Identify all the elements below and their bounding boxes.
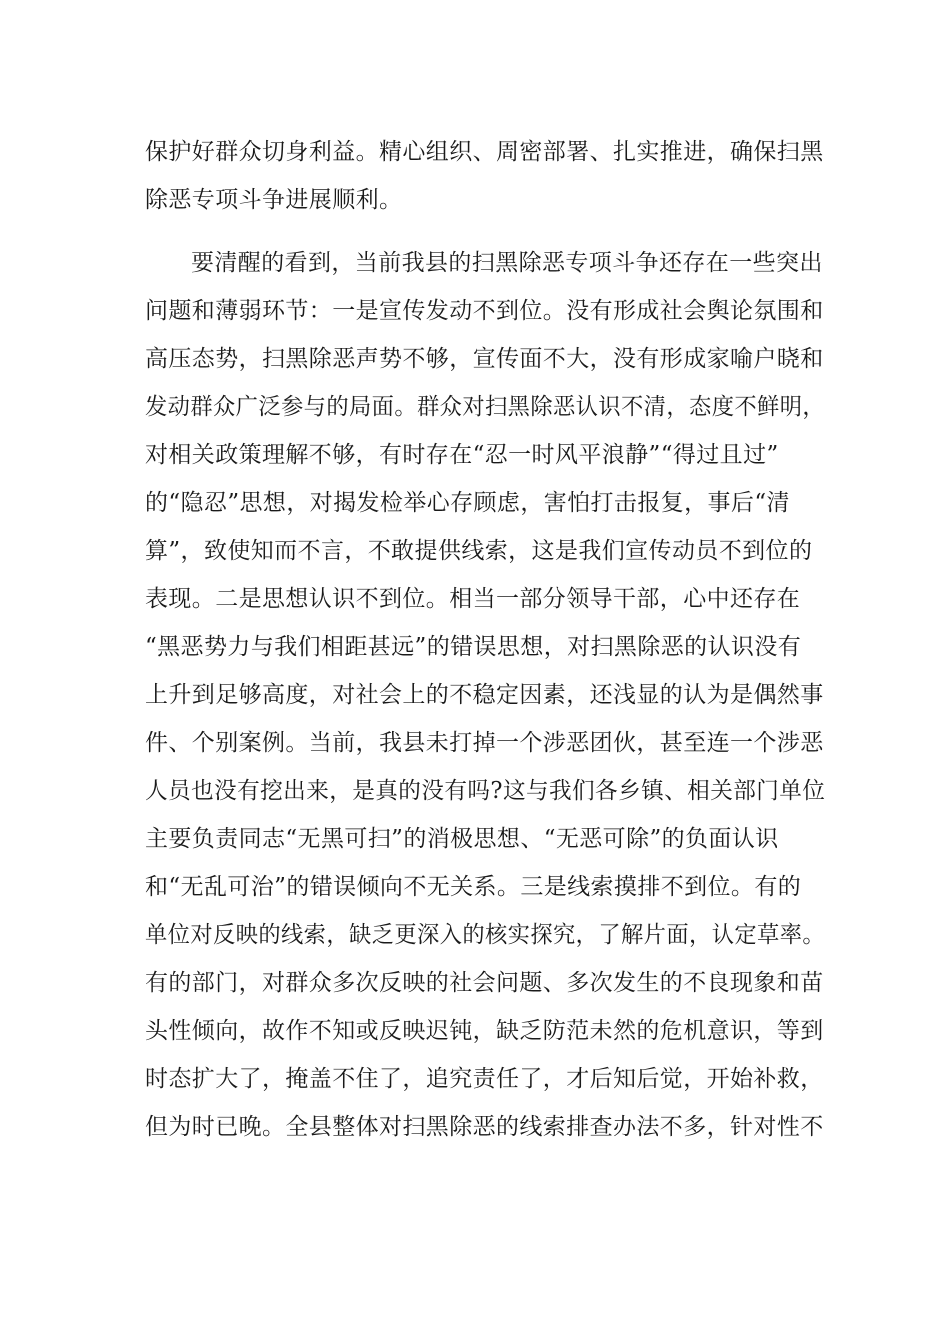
text-line: 问题和薄弱环节：一是宣传发动不到位。没有形成社会舆论氛围和	[145, 298, 824, 324]
text-line: 算”，致使知而不言，不敢提供线索，这是我们宣传动员不到位的	[145, 538, 813, 564]
text-line: 头性倾向，故作不知或反映迟钝，缺乏防范未然的危机意识，等到	[145, 1018, 824, 1044]
text-line: 发动群众广泛参与的局面。群众对扫黑除恶认识不清，态度不鲜明，	[145, 394, 826, 420]
text-line: 的“隐忍”思想，对揭发检举心存顾虑，害怕打击报复，事后“清	[145, 490, 790, 516]
text-line: 有的部门，对群众多次反映的社会问题、多次发生的不良现象和苗	[145, 970, 824, 996]
text-line: 上升到足够高度，对社会上的不稳定因素，还浅显的认为是偶然事	[145, 682, 824, 708]
paragraph-first-line: 要清醒的看到，当前我县的扫黑除恶专项斗争还存在一些突出	[191, 250, 823, 276]
text-line: 件、个别案例。当前，我县未打掉一个涉恶团伙，甚至连一个涉恶	[145, 730, 824, 756]
text-line: 保护好群众切身利益。精心组织、周密部署、扎实推进，确保扫黑	[145, 139, 824, 165]
text-line: 表现。二是思想认识不到位。相当一部分领导干部，心中还存在	[145, 586, 801, 612]
text-line: 除恶专项斗争进展顺利。	[145, 187, 403, 213]
text-line: 和“无乱可治”的错误倾向不无关系。三是线索摸排不到位。有的	[145, 874, 802, 900]
text-line: 单位对反映的线索，缺乏更深入的核实探究，了解片面，认定草率。	[145, 922, 826, 948]
text-line: 主要负责同志“无黑可扫”的消极思想、“无恶可除”的负面认识	[145, 826, 779, 852]
text-line: 但为时已晚。全县整体对扫黑除恶的线索排查办法不多，针对性不	[145, 1114, 824, 1140]
text-line: 对相关政策理解不够，有时存在“忍一时风平浪静”“得过且过”	[145, 442, 779, 468]
text-line: 时态扩大了，掩盖不住了，追究责任了，才后知后觉，开始补救，	[145, 1066, 824, 1092]
text-line: 高压态势，扫黑除恶声势不够，宣传面不大，没有形成家喻户晓和	[145, 346, 824, 372]
text-line: 人员也没有挖出来，是真的没有吗?这与我们各乡镇、相关部门单位	[145, 778, 826, 804]
text-line: “黑恶势力与我们相距甚远”的错误思想，对扫黑除恶的认识没有	[145, 634, 802, 660]
